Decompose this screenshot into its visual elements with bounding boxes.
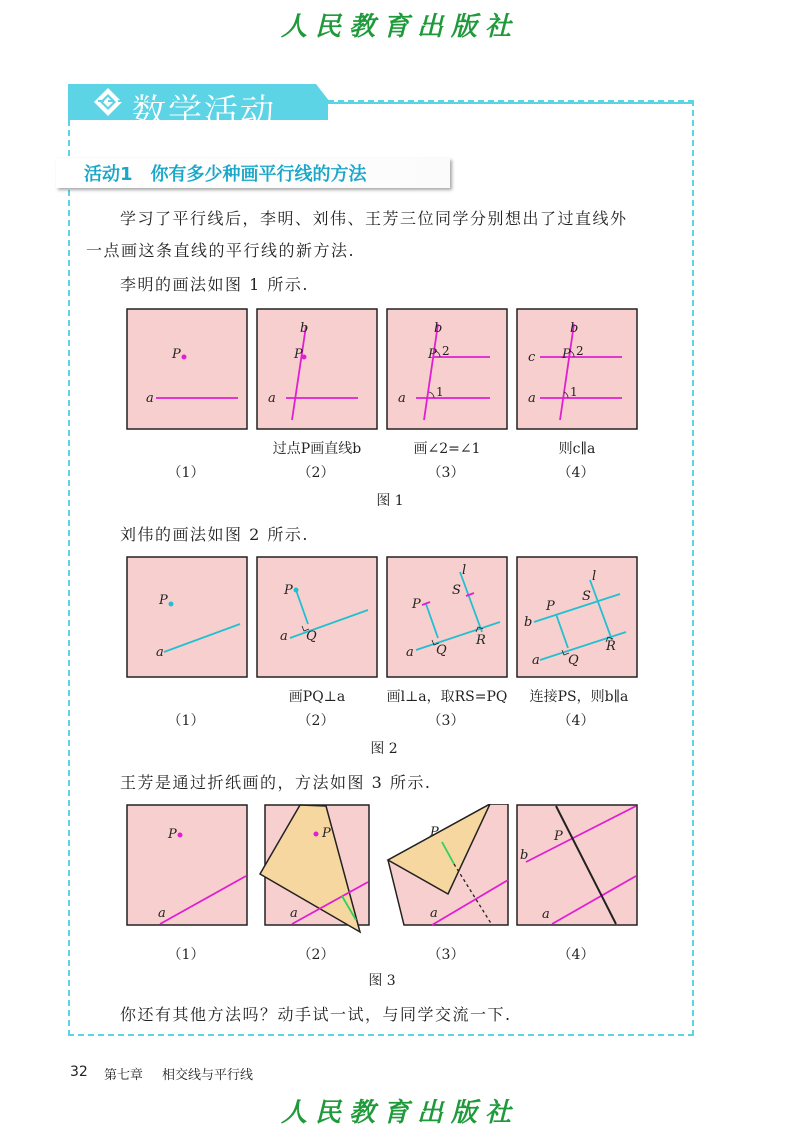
fig2-caption: 图 2 — [370, 741, 398, 757]
svg-text:P: P — [562, 347, 571, 362]
svg-text:P: P — [322, 826, 331, 841]
fig1-caption: 图 1 — [376, 493, 404, 509]
figure3 — [126, 804, 646, 938]
section-title: 数学活动 — [132, 92, 276, 132]
svg-text:a: a — [146, 391, 154, 406]
svg-text:P: P — [428, 347, 437, 362]
svg-text:b: b — [434, 321, 443, 336]
svg-text:P: P — [159, 593, 168, 608]
svg-text:1: 1 — [436, 385, 444, 399]
fig1-note-3: 画∠2=∠1 — [413, 441, 481, 457]
svg-text:R: R — [476, 633, 486, 648]
svg-text:P: P — [430, 825, 439, 840]
svg-text:b: b — [300, 321, 309, 336]
svg-text:S: S — [452, 583, 461, 598]
figure2 — [126, 556, 646, 680]
fig3-panel-3 — [388, 804, 508, 925]
svg-text:P: P — [412, 597, 421, 612]
svg-text:a: a — [430, 906, 438, 921]
footer-title: 相交线与平行线 — [162, 1068, 254, 1083]
page-number: 32 — [70, 1064, 88, 1080]
fig3-panel-2 — [260, 805, 369, 932]
fig2-sub-1: （1） — [167, 713, 205, 729]
wangfang-text: 王芳是通过折纸画的，方法如图 3 所示. — [120, 773, 432, 792]
fig2-note-4: 连接PS，则b∥a — [529, 689, 629, 705]
svg-text:P: P — [554, 829, 563, 844]
intro-line1: 学习了平行线后，李明、刘伟、王芳三位同学分别想出了过直线外 — [120, 209, 628, 228]
svg-text:a: a — [406, 645, 414, 660]
svg-text:a: a — [398, 391, 406, 406]
figure1 — [126, 308, 646, 432]
svg-text:b: b — [524, 615, 533, 630]
fig3-sub-4: （4） — [557, 947, 595, 963]
intro-line2: 一点画这条直线的平行线的新方法. — [86, 241, 356, 260]
publisher-footer: 人民教育出版社 — [280, 1098, 519, 1128]
fig1-sub-4: （4） — [557, 465, 595, 481]
svg-text:a: a — [290, 906, 298, 921]
fig3-sub-1: （1） — [167, 947, 205, 963]
fig2-panel-3 — [387, 557, 507, 677]
fig3-panel-1 — [127, 805, 247, 925]
svg-text:P: P — [294, 347, 303, 362]
svg-text:P: P — [172, 347, 181, 362]
svg-text:2: 2 — [442, 344, 450, 358]
fig1-note-2: 过点P画直线b — [272, 441, 362, 457]
fig2-panel-4 — [517, 557, 637, 677]
svg-text:c: c — [528, 350, 536, 365]
fig3-caption: 图 3 — [368, 973, 396, 989]
fig2-note-2: 画PQ⊥a — [288, 689, 346, 705]
svg-text:P: P — [284, 583, 293, 598]
fig3-sub-2: （2） — [297, 947, 335, 963]
fig3-panel-4 — [517, 805, 637, 925]
liuwei-text: 刘伟的画法如图 2 所示. — [120, 525, 309, 544]
svg-text:Q: Q — [568, 653, 579, 668]
fig2-sub-4: （4） — [557, 713, 595, 729]
fig1-panel-2 — [257, 309, 377, 429]
fig1-panel-4 — [517, 309, 637, 429]
closing-text: 你还有其他方法吗？动手试一试，与同学交流一下. — [120, 1005, 512, 1024]
fig1-panel-3 — [387, 309, 507, 429]
svg-text:Q: Q — [306, 629, 317, 644]
svg-text:l: l — [462, 563, 467, 578]
svg-text:a: a — [268, 391, 276, 406]
svg-text:P: P — [546, 599, 555, 614]
svg-text:a: a — [542, 907, 550, 922]
activity-title: 活动1 你有多少种画平行线的方法 — [84, 164, 367, 185]
fig2-panel-2 — [257, 557, 377, 677]
svg-text:a: a — [156, 645, 164, 660]
svg-text:2: 2 — [576, 344, 584, 358]
liming-text: 李明的画法如图 1 所示. — [120, 275, 309, 294]
fig1-note-4: 则c∥a — [558, 441, 596, 457]
svg-text:a: a — [528, 391, 536, 406]
fig2-sub-2: （2） — [297, 713, 335, 729]
fig1-sub-3: （3） — [427, 465, 465, 481]
fig2-sub-3: （3） — [427, 713, 465, 729]
svg-text:b: b — [520, 848, 529, 863]
svg-text:a: a — [158, 906, 166, 921]
svg-text:b: b — [570, 321, 579, 336]
svg-text:1: 1 — [570, 385, 578, 399]
fig2-note-3: 画l⊥a，取RS=PQ — [386, 689, 508, 705]
svg-text:R: R — [606, 639, 616, 654]
footer-chapter: 第七章 — [104, 1068, 144, 1083]
fig1-panel-1 — [127, 309, 247, 429]
svg-text:a: a — [532, 653, 540, 668]
fig1-sub-2: （2） — [297, 465, 335, 481]
fig2-panel-1 — [127, 557, 247, 677]
svg-text:S: S — [582, 589, 591, 604]
fig3-sub-3: （3） — [427, 947, 465, 963]
fig1-sub-1: （1） — [167, 465, 205, 481]
svg-text:a: a — [280, 629, 288, 644]
svg-text:l: l — [592, 569, 597, 584]
svg-text:P: P — [168, 827, 177, 842]
publisher-header: 人民教育出版社 — [280, 12, 519, 42]
svg-text:Q: Q — [436, 643, 447, 658]
